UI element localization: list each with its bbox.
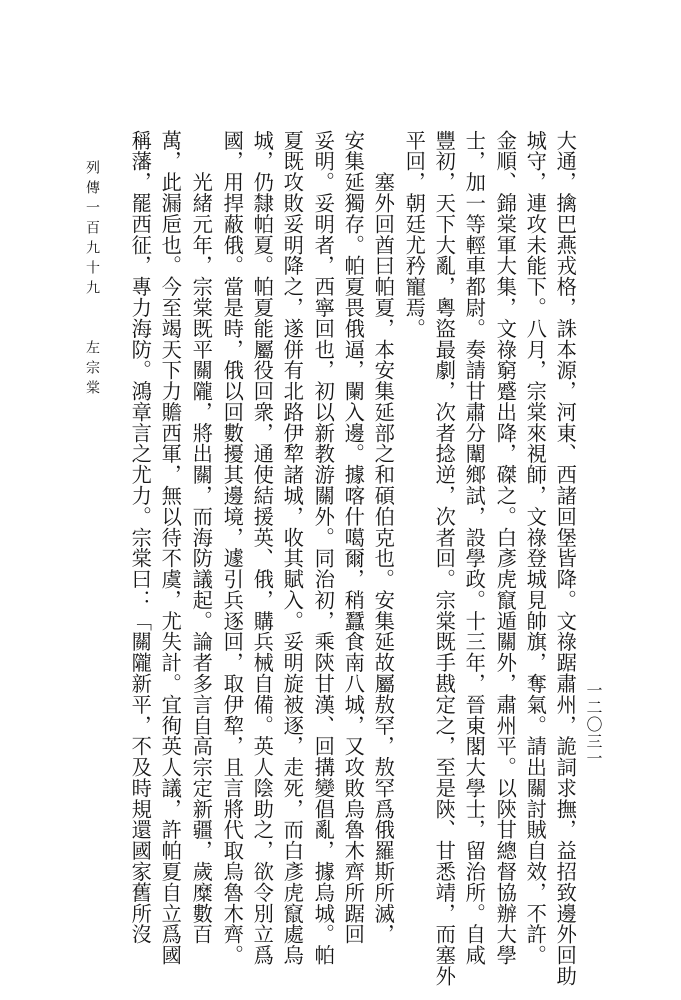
text-column: 豐初，天下大亂，粵盜最劇，次者捻逆，次者回。宗棠既手戡定之，至是陝、甘悉靖，而塞外 <box>432 130 457 987</box>
text-column: 金順、錦棠軍大集，文祿窮蹙出降，磔之。白彥虎竄遁關外，肅州平。以陝甘總督協辦大學 <box>493 130 518 966</box>
text-column: 平回，朝廷尤矜寵焉。 <box>402 130 427 339</box>
text-column: 妥明。妥明者，西寧回也，初以新教游關外。同治初，乘陝甘漢、回搆變倡亂，據烏城。帕 <box>311 130 336 966</box>
text-column: 城守，連攻未能下。八月，宗棠來視師，文祿登城見帥旗，奪氣。請出關討賊自效，不許。 <box>523 130 548 966</box>
text-column: 士，加一等輕車都尉。奏請甘肅分闈鄉試，設學政。十三年，晉東閣大學士，留治所。自咸 <box>462 130 487 966</box>
text-column: 國，用捍蔽俄。當是時，俄以回數擾其邊境，遽引兵逐回，取伊犂，且言將代取烏魯木齊。 <box>220 130 245 966</box>
page-number: 一二〇三一 <box>584 682 603 767</box>
text-column: 塞外回酋曰帕夏，本安集延部之和碩伯克也。安集延故屬敖罕，敖罕爲俄羅斯所滅， <box>371 130 396 945</box>
text-column: 安集延獨存。帕夏畏俄逼，闌入邊。據喀什噶爾，稍蠶食南八城，又攻敗烏魯木齊所踞回 <box>341 130 366 945</box>
text-column: 稱藩，罷西征，專力海防。鴻章言之尤力。宗棠曰：「關隴新平，不及時規還國家舊所沒 <box>128 130 153 945</box>
text-column: 光緒元年，宗棠既平關隴，將出關，而海防議起。論者多言自高宗定新疆，歲糜數百 <box>189 130 214 945</box>
text-column: 萬，此漏巵也。今至竭天下力贍西軍，無以待不虞，尤失計。宜徇英人議，許帕夏自立爲國 <box>158 130 183 966</box>
running-head: 列傳一百九十九 左宗棠 <box>84 160 100 400</box>
text-column: 夏既攻敗妥明降之，遂併有北路伊犂諸城，收其賦入。妥明旋被逐，走死，而白彥虎竄處烏 <box>280 130 305 966</box>
text-column: 城，仍隸帕夏。帕夏能屬役回衆，通使結援英、俄，購兵械自備。英人陰助之，欲令別立爲 <box>250 130 275 966</box>
text-column: 大通，擒巴燕戎格，誅本源，河東、西諸回堡皆降。文祿踞肅州，詭詞求撫，益招致邊外回助 <box>553 130 578 987</box>
